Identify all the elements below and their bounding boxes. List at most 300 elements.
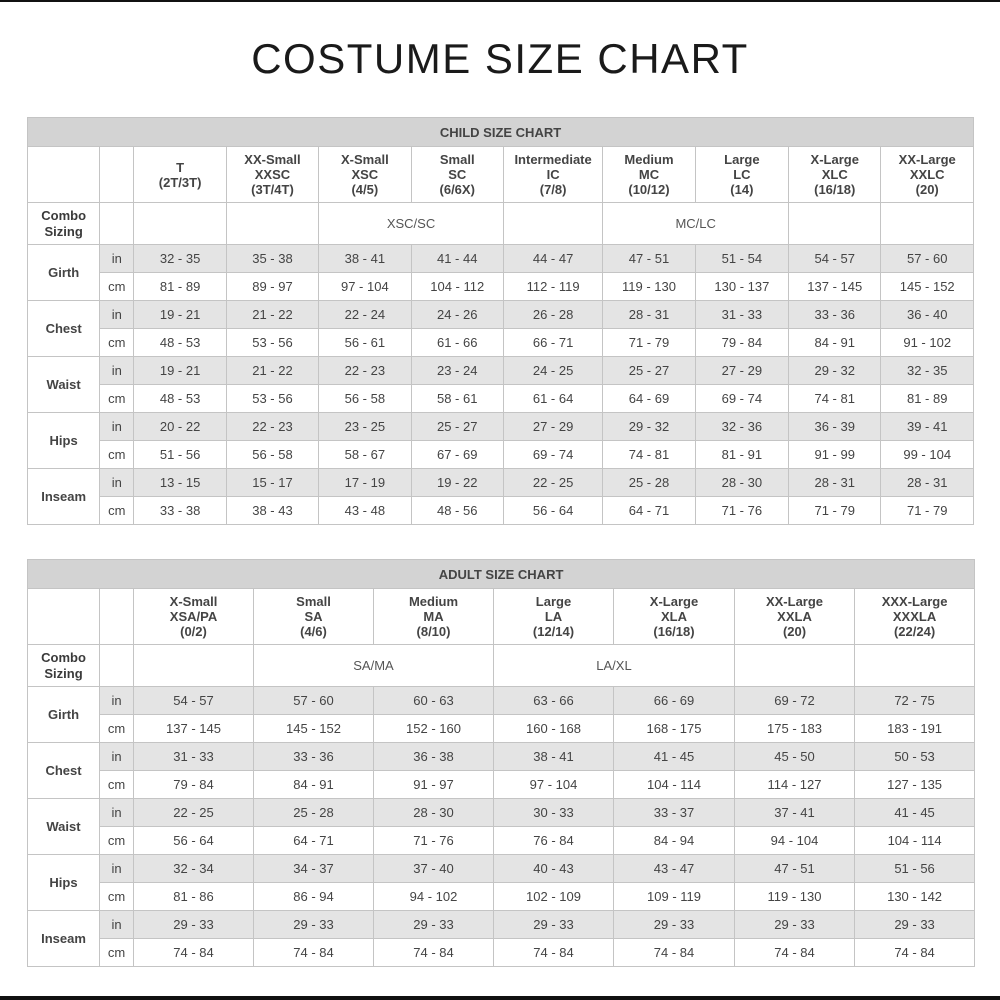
- table-row: [28, 911, 975, 939]
- size-value-cell: 54 - 57: [134, 687, 254, 715]
- size-value-cell: 183 - 191: [855, 715, 975, 743]
- size-value-cell: 36 - 38: [374, 743, 494, 771]
- size-label-line: XXSC: [254, 167, 291, 182]
- size-value-cell: 71 - 79: [789, 497, 881, 525]
- size-value-cell: 57 - 60: [881, 245, 974, 273]
- combo-size-a: XSC/SC: [319, 203, 504, 245]
- size-value-cell: 86 - 94: [254, 883, 374, 911]
- chest-label: Chest: [28, 743, 100, 799]
- size-value-cell: 119 - 130: [735, 883, 855, 911]
- size-value-cell: 25 - 28: [603, 469, 695, 497]
- size-value-cell: 64 - 69: [603, 385, 695, 413]
- size-value-cell: 56 - 61: [319, 329, 411, 357]
- size-label-line: Small: [439, 152, 475, 167]
- size-value-cell: 89 - 97: [226, 273, 318, 301]
- size-value-cell: 29 - 33: [134, 911, 254, 939]
- size-label-line: Large: [724, 152, 760, 167]
- combo-sizing-label: [28, 203, 100, 245]
- empty-cell: [134, 203, 226, 245]
- size-value-cell: 39 - 41: [881, 413, 974, 441]
- size-label-line: LC: [733, 167, 751, 182]
- size-label-line: LA: [544, 609, 563, 624]
- size-value-cell: 33 - 36: [254, 743, 374, 771]
- size-value-cell: 29 - 32: [603, 413, 695, 441]
- size-value-cell: 19 - 21: [134, 301, 226, 329]
- size-label-line: Medium: [624, 152, 674, 167]
- table-row: [28, 855, 975, 883]
- top-border: [0, 0, 1000, 2]
- size-label-line: (3T/4T): [251, 182, 294, 197]
- size-value-cell: 58 - 61: [411, 385, 503, 413]
- empty-cell: [503, 203, 602, 245]
- size-value-cell: 74 - 84: [254, 939, 374, 967]
- size-value-cell: 130 - 137: [695, 273, 788, 301]
- size-value-cell: 25 - 27: [603, 357, 695, 385]
- size-value-cell: 66 - 71: [503, 329, 602, 357]
- table-row: [28, 743, 975, 771]
- table-row: [28, 357, 974, 385]
- size-label-line: (8/10): [416, 624, 451, 639]
- unit-label: in: [100, 245, 134, 273]
- size-value-cell: 47 - 51: [603, 245, 695, 273]
- size-label-line: (4/5): [351, 182, 379, 197]
- size-label-line: (2T/3T): [158, 174, 202, 190]
- adult-size-header: [254, 589, 374, 645]
- bottom-border: [0, 996, 1000, 1000]
- size-value-cell: 23 - 25: [319, 413, 411, 441]
- girth-label: Girth: [28, 687, 100, 743]
- size-value-cell: 22 - 25: [134, 799, 254, 827]
- size-value-cell: 36 - 40: [881, 301, 974, 329]
- size-value-cell: 91 - 97: [374, 771, 494, 799]
- size-value-cell: 97 - 104: [494, 771, 614, 799]
- size-value-cell: 37 - 40: [374, 855, 494, 883]
- size-value-cell: 81 - 91: [695, 441, 788, 469]
- empty-cell: [100, 147, 134, 203]
- empty-cell: [28, 147, 100, 203]
- size-value-cell: 28 - 31: [881, 469, 974, 497]
- child-size-header: [226, 147, 318, 203]
- child-chart-heading: CHILD SIZE CHART: [28, 118, 974, 147]
- size-value-cell: 137 - 145: [134, 715, 254, 743]
- size-label-line: XX-Large: [898, 152, 956, 167]
- size-value-cell: 22 - 25: [503, 469, 602, 497]
- size-value-cell: 79 - 84: [134, 771, 254, 799]
- size-label-line: (4/6): [300, 624, 327, 639]
- size-label-line: (16/18): [653, 624, 695, 639]
- table-row: [28, 413, 974, 441]
- unit-label: cm: [100, 939, 134, 967]
- adult-size-header: [374, 589, 494, 645]
- unit-label: cm: [100, 827, 134, 855]
- size-value-cell: 72 - 75: [855, 687, 975, 715]
- size-value-cell: 56 - 64: [134, 827, 254, 855]
- combo-label-line: Combo: [41, 649, 86, 665]
- size-value-cell: 30 - 33: [494, 799, 614, 827]
- size-value-cell: 32 - 36: [695, 413, 788, 441]
- size-value-cell: 71 - 79: [603, 329, 695, 357]
- empty-cell: [735, 645, 855, 687]
- table-row: [28, 771, 975, 799]
- child-combo-row: [28, 203, 974, 245]
- waist-label: Waist: [28, 357, 100, 413]
- size-value-cell: 152 - 160: [374, 715, 494, 743]
- combo-sizing-label: [28, 645, 100, 687]
- size-value-cell: 31 - 33: [134, 743, 254, 771]
- size-value-cell: 74 - 84: [494, 939, 614, 967]
- size-value-cell: 28 - 30: [695, 469, 788, 497]
- size-value-cell: 51 - 54: [695, 245, 788, 273]
- table-row: [28, 329, 974, 357]
- size-value-cell: 27 - 29: [503, 413, 602, 441]
- size-value-cell: 20 - 22: [134, 413, 226, 441]
- size-value-cell: 81 - 86: [134, 883, 254, 911]
- size-value-cell: 84 - 91: [789, 329, 881, 357]
- size-value-cell: 109 - 119: [614, 883, 735, 911]
- adult-size-header: [735, 589, 855, 645]
- adult-size-header: [855, 589, 975, 645]
- unit-label: cm: [100, 883, 134, 911]
- hips-label: Hips: [28, 855, 100, 911]
- size-value-cell: 137 - 145: [789, 273, 881, 301]
- child-size-header: [789, 147, 881, 203]
- size-label-line: (10/12): [628, 182, 670, 197]
- empty-cell: [789, 203, 881, 245]
- size-value-cell: 38 - 43: [226, 497, 318, 525]
- size-label-line: MC: [638, 167, 660, 182]
- adult-size-header: [134, 589, 254, 645]
- size-value-cell: 29 - 33: [614, 911, 735, 939]
- empty-cell: [855, 645, 975, 687]
- size-value-cell: 71 - 76: [374, 827, 494, 855]
- size-value-cell: 94 - 102: [374, 883, 494, 911]
- table-row: [28, 715, 975, 743]
- size-value-cell: 74 - 84: [735, 939, 855, 967]
- child-size-header-row: [28, 147, 974, 203]
- size-value-cell: 69 - 72: [735, 687, 855, 715]
- size-value-cell: 22 - 23: [226, 413, 318, 441]
- child-size-header: [134, 147, 226, 203]
- size-value-cell: 145 - 152: [254, 715, 374, 743]
- empty-cell: [226, 203, 318, 245]
- size-value-cell: 15 - 17: [226, 469, 318, 497]
- size-value-cell: 38 - 41: [319, 245, 411, 273]
- size-value-cell: 28 - 31: [789, 469, 881, 497]
- table-row: [28, 883, 975, 911]
- child-size-header: [695, 147, 788, 203]
- size-label-line: Large: [535, 594, 572, 609]
- table-row: [28, 469, 974, 497]
- size-value-cell: 17 - 19: [319, 469, 411, 497]
- empty-cell: [28, 589, 100, 645]
- hips-label: Hips: [28, 413, 100, 469]
- size-value-cell: 19 - 21: [134, 357, 226, 385]
- size-value-cell: 29 - 33: [374, 911, 494, 939]
- child-size-header: [411, 147, 503, 203]
- size-label-line: X-Large: [810, 152, 859, 167]
- size-label-line: XXX-Large: [881, 594, 948, 609]
- unit-label: in: [100, 413, 134, 441]
- empty-cell: [881, 203, 974, 245]
- child-size-header: [603, 147, 695, 203]
- size-label-line: IC: [546, 167, 560, 182]
- size-value-cell: 81 - 89: [134, 273, 226, 301]
- child-size-header: [881, 147, 974, 203]
- empty-cell: [100, 203, 134, 245]
- size-value-cell: 160 - 168: [494, 715, 614, 743]
- table-row: [28, 799, 975, 827]
- size-value-cell: 29 - 32: [789, 357, 881, 385]
- size-value-cell: 104 - 114: [614, 771, 735, 799]
- size-value-cell: 48 - 53: [134, 385, 226, 413]
- size-value-cell: 145 - 152: [881, 273, 974, 301]
- size-value-cell: 61 - 64: [503, 385, 602, 413]
- size-value-cell: 119 - 130: [603, 273, 695, 301]
- unit-label: in: [100, 855, 134, 883]
- size-value-cell: 74 - 84: [614, 939, 735, 967]
- girth-label: Girth: [28, 245, 100, 301]
- size-value-cell: 28 - 30: [374, 799, 494, 827]
- size-value-cell: 29 - 33: [855, 911, 975, 939]
- size-label-line: MA: [423, 609, 444, 624]
- size-value-cell: 76 - 84: [494, 827, 614, 855]
- adult-chart-heading: ADULT SIZE CHART: [28, 560, 975, 589]
- child-size-header: [503, 147, 602, 203]
- adult-size-header: [614, 589, 735, 645]
- child-heading-row: [28, 118, 974, 147]
- size-value-cell: 56 - 58: [226, 441, 318, 469]
- size-value-cell: 32 - 35: [134, 245, 226, 273]
- combo-size-b: MC/LC: [603, 203, 789, 245]
- combo-label-line: Sizing: [44, 665, 83, 681]
- combo-label-line: Sizing: [44, 223, 83, 239]
- size-value-cell: 33 - 38: [134, 497, 226, 525]
- size-value-cell: 48 - 53: [134, 329, 226, 357]
- adult-heading-row: [28, 560, 975, 589]
- size-value-cell: 27 - 29: [695, 357, 788, 385]
- size-value-cell: 97 - 104: [319, 273, 411, 301]
- size-value-cell: 33 - 37: [614, 799, 735, 827]
- unit-label: in: [100, 357, 134, 385]
- size-value-cell: 22 - 24: [319, 301, 411, 329]
- size-value-cell: 79 - 84: [695, 329, 788, 357]
- size-value-cell: 63 - 66: [494, 687, 614, 715]
- combo-size-b: LA/XL: [494, 645, 735, 687]
- size-value-cell: 41 - 45: [855, 799, 975, 827]
- size-value-cell: 13 - 15: [134, 469, 226, 497]
- size-value-cell: 54 - 57: [789, 245, 881, 273]
- empty-cell: [134, 645, 254, 687]
- size-value-cell: 31 - 33: [695, 301, 788, 329]
- size-value-cell: 38 - 41: [494, 743, 614, 771]
- size-value-cell: 22 - 23: [319, 357, 411, 385]
- size-value-cell: 26 - 28: [503, 301, 602, 329]
- empty-cell: [100, 645, 134, 687]
- size-value-cell: 29 - 33: [735, 911, 855, 939]
- size-value-cell: 114 - 127: [735, 771, 855, 799]
- size-label-line: XXLC: [909, 167, 945, 182]
- size-value-cell: 53 - 56: [226, 385, 318, 413]
- size-label-line: XSC: [351, 167, 379, 182]
- size-value-cell: 104 - 114: [855, 827, 975, 855]
- size-value-cell: 32 - 35: [881, 357, 974, 385]
- size-value-cell: 58 - 67: [319, 441, 411, 469]
- empty-cell: [100, 589, 134, 645]
- table-row: [28, 441, 974, 469]
- size-value-cell: 23 - 24: [411, 357, 503, 385]
- size-value-cell: 37 - 41: [735, 799, 855, 827]
- size-value-cell: 51 - 56: [855, 855, 975, 883]
- size-label-line: (7/8): [539, 182, 567, 197]
- size-label-line: XX-Large: [765, 594, 824, 609]
- size-value-cell: 35 - 38: [226, 245, 318, 273]
- size-label-line: (12/14): [532, 624, 575, 639]
- size-value-cell: 81 - 89: [881, 385, 974, 413]
- unit-label: in: [100, 743, 134, 771]
- size-value-cell: 50 - 53: [855, 743, 975, 771]
- unit-label: cm: [100, 273, 134, 301]
- combo-label-line: Combo: [41, 207, 87, 223]
- size-value-cell: 57 - 60: [254, 687, 374, 715]
- size-label-line: X-Small: [341, 152, 389, 167]
- size-label-line: (16/18): [814, 182, 856, 197]
- size-value-cell: 25 - 27: [411, 413, 503, 441]
- size-label-line: Small: [296, 594, 331, 609]
- size-value-cell: 41 - 44: [411, 245, 503, 273]
- size-value-cell: 66 - 69: [614, 687, 735, 715]
- table-row: [28, 273, 974, 301]
- size-value-cell: 175 - 183: [735, 715, 855, 743]
- size-value-cell: 43 - 47: [614, 855, 735, 883]
- size-value-cell: 64 - 71: [603, 497, 695, 525]
- size-label-line: (14): [730, 182, 754, 197]
- table-row: [28, 497, 974, 525]
- size-value-cell: 74 - 84: [374, 939, 494, 967]
- size-label-line: SA: [304, 609, 323, 624]
- unit-label: cm: [100, 441, 134, 469]
- unit-label: cm: [100, 497, 134, 525]
- unit-label: in: [100, 911, 134, 939]
- unit-label: cm: [100, 385, 134, 413]
- child-size-table: [27, 117, 974, 525]
- size-label-line: XX-Small: [244, 152, 301, 167]
- table-row: [28, 687, 975, 715]
- unit-label: in: [100, 799, 134, 827]
- size-value-cell: 84 - 94: [614, 827, 735, 855]
- size-value-cell: 36 - 39: [789, 413, 881, 441]
- size-value-cell: 67 - 69: [411, 441, 503, 469]
- size-value-cell: 84 - 91: [254, 771, 374, 799]
- size-value-cell: 60 - 63: [374, 687, 494, 715]
- size-value-cell: 41 - 45: [614, 743, 735, 771]
- size-value-cell: 33 - 36: [789, 301, 881, 329]
- size-value-cell: 21 - 22: [226, 357, 318, 385]
- size-value-cell: 74 - 84: [855, 939, 975, 967]
- size-label-line: X-Small: [169, 594, 218, 609]
- size-value-cell: 48 - 56: [411, 497, 503, 525]
- combo-size-a: SA/MA: [254, 645, 494, 687]
- size-value-cell: 24 - 26: [411, 301, 503, 329]
- size-label-line: (22/24): [893, 624, 936, 639]
- size-value-cell: 168 - 175: [614, 715, 735, 743]
- size-value-cell: 112 - 119: [503, 273, 602, 301]
- size-value-cell: 91 - 102: [881, 329, 974, 357]
- size-value-cell: 25 - 28: [254, 799, 374, 827]
- size-value-cell: 69 - 74: [695, 385, 788, 413]
- size-value-cell: 102 - 109: [494, 883, 614, 911]
- size-value-cell: 53 - 56: [226, 329, 318, 357]
- size-label-line: X-Large: [649, 594, 699, 609]
- size-value-cell: 69 - 74: [503, 441, 602, 469]
- size-value-cell: 29 - 33: [254, 911, 374, 939]
- size-label-line: T: [176, 159, 185, 175]
- size-value-cell: 19 - 22: [411, 469, 503, 497]
- adult-combo-row: [28, 645, 975, 687]
- size-value-cell: 28 - 31: [603, 301, 695, 329]
- size-value-cell: 51 - 56: [134, 441, 226, 469]
- size-value-cell: 104 - 112: [411, 273, 503, 301]
- size-value-cell: 91 - 99: [789, 441, 881, 469]
- size-value-cell: 71 - 79: [881, 497, 974, 525]
- table-row: [28, 827, 975, 855]
- child-size-header: [319, 147, 411, 203]
- size-label-line: Intermediate: [514, 152, 592, 167]
- waist-label: Waist: [28, 799, 100, 855]
- size-label-line: XLC: [821, 167, 848, 182]
- size-label-line: Medium: [408, 594, 459, 609]
- size-value-cell: 43 - 48: [319, 497, 411, 525]
- table-row: [28, 385, 974, 413]
- size-value-cell: 74 - 84: [134, 939, 254, 967]
- unit-label: in: [100, 469, 134, 497]
- size-value-cell: 64 - 71: [254, 827, 374, 855]
- size-value-cell: 74 - 81: [789, 385, 881, 413]
- size-value-cell: 47 - 51: [735, 855, 855, 883]
- size-value-cell: 40 - 43: [494, 855, 614, 883]
- inseam-label: Inseam: [28, 469, 100, 525]
- size-value-cell: 32 - 34: [134, 855, 254, 883]
- size-label-line: XXLA: [777, 609, 812, 624]
- adult-size-header: [494, 589, 614, 645]
- size-label-line: XSA/PA: [169, 609, 218, 624]
- size-value-cell: 127 - 135: [855, 771, 975, 799]
- page-title: COSTUME SIZE CHART: [251, 35, 749, 82]
- size-value-cell: 45 - 50: [735, 743, 855, 771]
- chest-label: Chest: [28, 301, 100, 357]
- unit-label: in: [100, 687, 134, 715]
- size-value-cell: 56 - 64: [503, 497, 602, 525]
- size-label-line: XXXLA: [892, 609, 937, 624]
- adult-size-table: [27, 559, 975, 967]
- size-value-cell: 21 - 22: [226, 301, 318, 329]
- unit-label: in: [100, 301, 134, 329]
- table-row: [28, 245, 974, 273]
- size-value-cell: 61 - 66: [411, 329, 503, 357]
- unit-label: cm: [100, 329, 134, 357]
- unit-label: cm: [100, 715, 134, 743]
- size-label-line: (20): [782, 624, 807, 639]
- size-value-cell: 44 - 47: [503, 245, 602, 273]
- adult-size-header-row: [28, 589, 975, 645]
- size-value-cell: 94 - 104: [735, 827, 855, 855]
- size-value-cell: 34 - 37: [254, 855, 374, 883]
- size-label-line: (20): [915, 182, 939, 197]
- table-row: [28, 301, 974, 329]
- unit-label: cm: [100, 771, 134, 799]
- size-value-cell: 56 - 58: [319, 385, 411, 413]
- size-value-cell: 29 - 33: [494, 911, 614, 939]
- size-label-line: (6/6X): [439, 182, 475, 197]
